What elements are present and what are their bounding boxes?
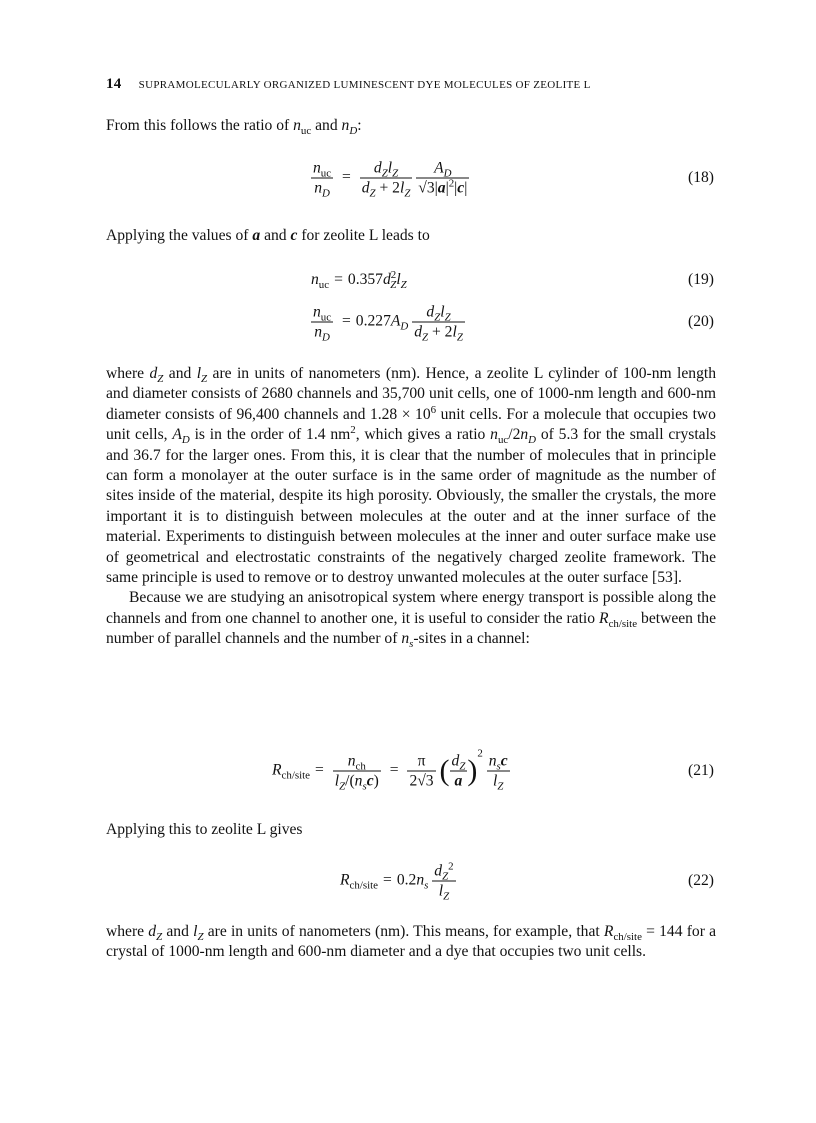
intro-line: From this follows the ratio of $n_{uc}$ and $n_D$:	[106, 117, 362, 138]
applying-line: Applying the values of a and c for zeolite L leads to	[106, 227, 430, 244]
equation-21: $R_{ch/site}$ = $\frac{n_{ch}}{l_Z/(n_sc)}$ = $\frac{\pi}{2√3}$ ( $\frac{d_Z}{a}$ )$^2$ $\frac{n_sc}{l_Z}$ (21)	[272, 747, 714, 793]
paragraph-1: where $d_Z$ and $l_Z$ are in units of nanometers (nm). Hence, a zeolite L cylinder of 100-nm length and diameter consists of 2680 channels and 35,700 unit cells, one of 1000-nm length and 600-nm diameter consists of 96,400 channels and $1.28 \times 10^6$ unit cells. For a molecule that occupies two unit cells, $A_D$ is in the order of 1.4 $nm^2$, which gives a ratio $n_{uc}/2n_D$ of 5.3 for the small crystals and 36.7 for the larger ones. From this, it is clear that the number of molecules that in principle can form a monolayer at the outer surface is in the same order of magnitude as the number of sites inside of the material, despite its high porosity. Obviously, the smaller the crystals, the more important it is to distinguish between molecules at the outer and at the inner surface of the material. Experiments to distinguish between molecules at the inner and outer surface make use of geometrical and electrostatic constraints of the negatively charged zeolite framework. The same principle is used to remove or to destroy unwanted molecules at the outer surface [53]. Because we are studying an anisotropical system where energy transport is possible along the channels and from one channel to another one, it is useful to consider the ratio $R_{ch/site}$ between the number of parallel channels and the number of $n_s$-sites in a channel:	[106, 365, 716, 651]
paragraph-3: where $d_Z$ and $l_Z$ are in units of nanometers (nm). This means, for example, that $R_{ch/site} = 144$ for a crystal of 1000-nm length and 600-nm diameter and a dye that occupies two unit cells.	[106, 923, 717, 961]
running-title: SUPRAMOLECULARLY ORGANIZED LUMINESCENT DYE MOLECULES OF ZEOLITE L	[138, 79, 591, 91]
equation-20: $\frac{n_{uc}}{n_D}$ = $0.227A_D$ $\frac{d_Zl_Z}{d_Z + 2l_Z}$ (20)	[313, 303, 714, 344]
equation-number: (22)	[688, 872, 714, 889]
equation-22: $R_{ch/site} = 0.2n_s$ $\frac{d_Z^2}{l_Z}$ (22)	[340, 860, 714, 903]
equation-number: (20)	[688, 313, 714, 330]
equation-number: (21)	[688, 762, 714, 779]
equation-18: $\frac{n_{uc}}{n_D}$ = $\frac{d_Zl_Z}{d_Z + 2l_Z}$ $\frac{A_D}{√3|a|^2|c|}$ (18)	[313, 159, 714, 200]
equation-19: $n_{uc} = 0.357d^2_Zl_Z$ (19)	[311, 268, 714, 292]
equation-number: (19)	[688, 271, 714, 288]
page-number: 14	[106, 76, 122, 92]
running-header	[106, 76, 716, 96]
applying-line-2: Applying this to zeolite L gives	[106, 821, 303, 838]
equation-number: (18)	[688, 169, 714, 186]
